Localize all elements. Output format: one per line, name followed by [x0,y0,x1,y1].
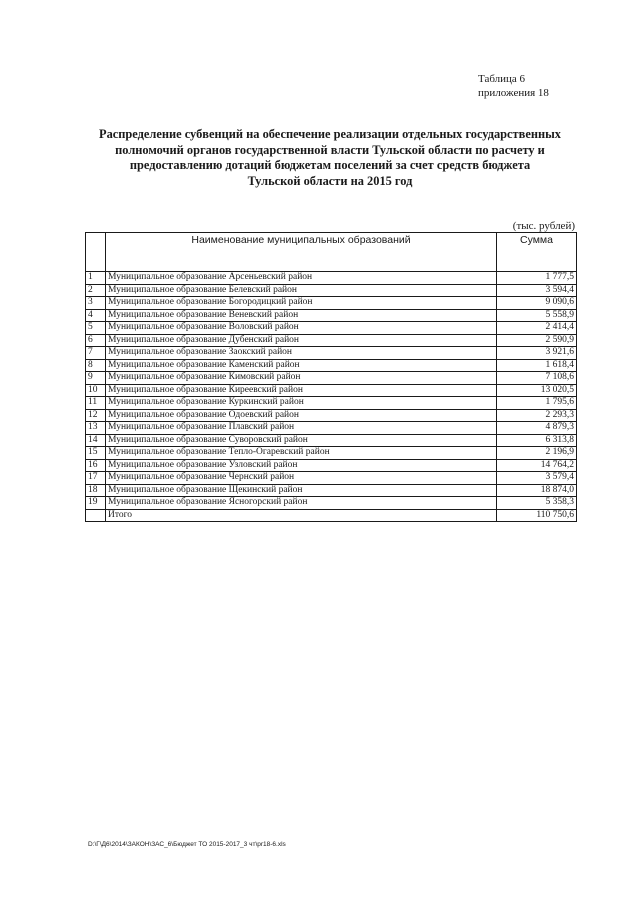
row-name: Муниципальное образование Узловский район [106,459,497,472]
table-row [86,309,577,322]
row-name: Муниципальное образование Плавский район [106,422,497,435]
row-name: Муниципальное образование Воловский район [106,322,497,335]
row-name: Муниципальное образование Суворовский район [106,434,497,447]
row-sum: 3 594,4 [497,284,577,297]
row-sum: 13 020,5 [497,384,577,397]
row-sum: 6 313,8 [497,434,577,447]
row-sum: 2 196,9 [497,447,577,460]
table-row [86,497,577,510]
total-number-cell [86,509,106,522]
title-line: полномочий органов государственной власти Тульской области по расчету и [115,142,545,157]
total-label: Итого [106,509,497,522]
table-row [86,284,577,297]
table-row [86,334,577,347]
row-name: Муниципальное образование Тепло-Огаревский район [106,447,497,460]
row-number: 6 [86,334,106,347]
row-sum: 14 764,2 [497,459,577,472]
row-sum: 2 293,3 [497,409,577,422]
row-number: 18 [86,484,106,497]
row-number: 4 [86,309,106,322]
title-line: Распределение субвенций на обеспечение реализации отдельных государственных [99,127,561,141]
row-name: Муниципальное образование Ясногорский район [106,497,497,510]
table-row [86,397,577,410]
row-name: Муниципальное образование Богородицкий район [106,297,497,310]
row-name: Муниципальное образование Чернский район [106,472,497,485]
row-sum: 5 558,9 [497,309,577,322]
table-row [86,472,577,485]
row-sum: 7 108,6 [497,372,577,385]
table-row [86,359,577,372]
row-number: 16 [86,459,106,472]
table-row [86,372,577,385]
table-row [86,409,577,422]
row-sum: 9 090,6 [497,297,577,310]
table-header-row [86,233,577,272]
row-number: 3 [86,297,106,310]
row-name: Муниципальное образование Заокский район [106,347,497,360]
row-name: Муниципальное образование Куркинский район [106,397,497,410]
row-number: 9 [86,372,106,385]
title-line: предоставлению дотаций бюджетам поселений за счет средств бюджета [129,158,531,172]
header-name: Наименование муниципальных образований [106,233,497,272]
table-row [86,447,577,460]
row-sum: 3 921,6 [497,347,577,360]
row-name: Муниципальное образование Щекинский район [106,484,497,497]
row-number: 5 [86,322,106,335]
row-name: Муниципальное образование Белевский район [106,284,497,297]
row-number: 10 [86,384,106,397]
title-line: Тульской области на 2015 год [247,173,413,188]
table-row [86,422,577,435]
table-row [86,384,577,397]
table-reference [478,72,588,100]
row-number: 1 [86,272,106,285]
row-name: Муниципальное образование Каменский район [106,359,497,372]
file-path-footer: D:\Г\Д6\2014\ЗАКОН\ЗАС_6\Бюджет ТО 2015-2017_3 чт\pr18-6.xls [88,841,286,848]
row-number: 2 [86,284,106,297]
row-number: 13 [86,422,106,435]
table-number-label: Таблица 6 [478,73,526,85]
row-name: Муниципальное образование Кимовский район [106,372,497,385]
document-title [80,127,580,189]
row-sum: 4 879,3 [497,422,577,435]
table-row [86,272,577,285]
header-number [86,233,106,272]
row-number: 19 [86,497,106,510]
table-row [86,434,577,447]
row-sum: 3 579,4 [497,472,577,485]
units-label: (тыс. рублей) [512,220,575,232]
row-number: 7 [86,347,106,360]
row-sum: 1 618,4 [497,359,577,372]
row-number: 11 [86,397,106,410]
row-sum: 2 414,4 [497,322,577,335]
row-number: 14 [86,434,106,447]
table-body [86,272,577,510]
row-name: Муниципальное образование Дубенский район [106,334,497,347]
total-row [86,509,577,522]
appendix-label: приложения 18 [478,87,549,99]
header-sum: Сумма [497,233,577,272]
row-sum: 5 358,3 [497,497,577,510]
row-sum: 2 590,9 [497,334,577,347]
row-sum: 18 874,0 [497,484,577,497]
row-number: 8 [86,359,106,372]
table-row [86,297,577,310]
row-name: Муниципальное образование Арсеньевский район [106,272,497,285]
row-sum: 1 777,5 [497,272,577,285]
row-number: 17 [86,472,106,485]
table-row [86,484,577,497]
subsidy-table [85,232,577,522]
row-name: Муниципальное образование Одоевский район [106,409,497,422]
row-number: 15 [86,447,106,460]
total-sum: 110 750,6 [497,509,577,522]
row-number: 12 [86,409,106,422]
table-row [86,347,577,360]
row-name: Муниципальное образование Веневский район [106,309,497,322]
row-sum: 1 795,6 [497,397,577,410]
table-row [86,459,577,472]
table-row [86,322,577,335]
row-name: Муниципальное образование Киреевский район [106,384,497,397]
